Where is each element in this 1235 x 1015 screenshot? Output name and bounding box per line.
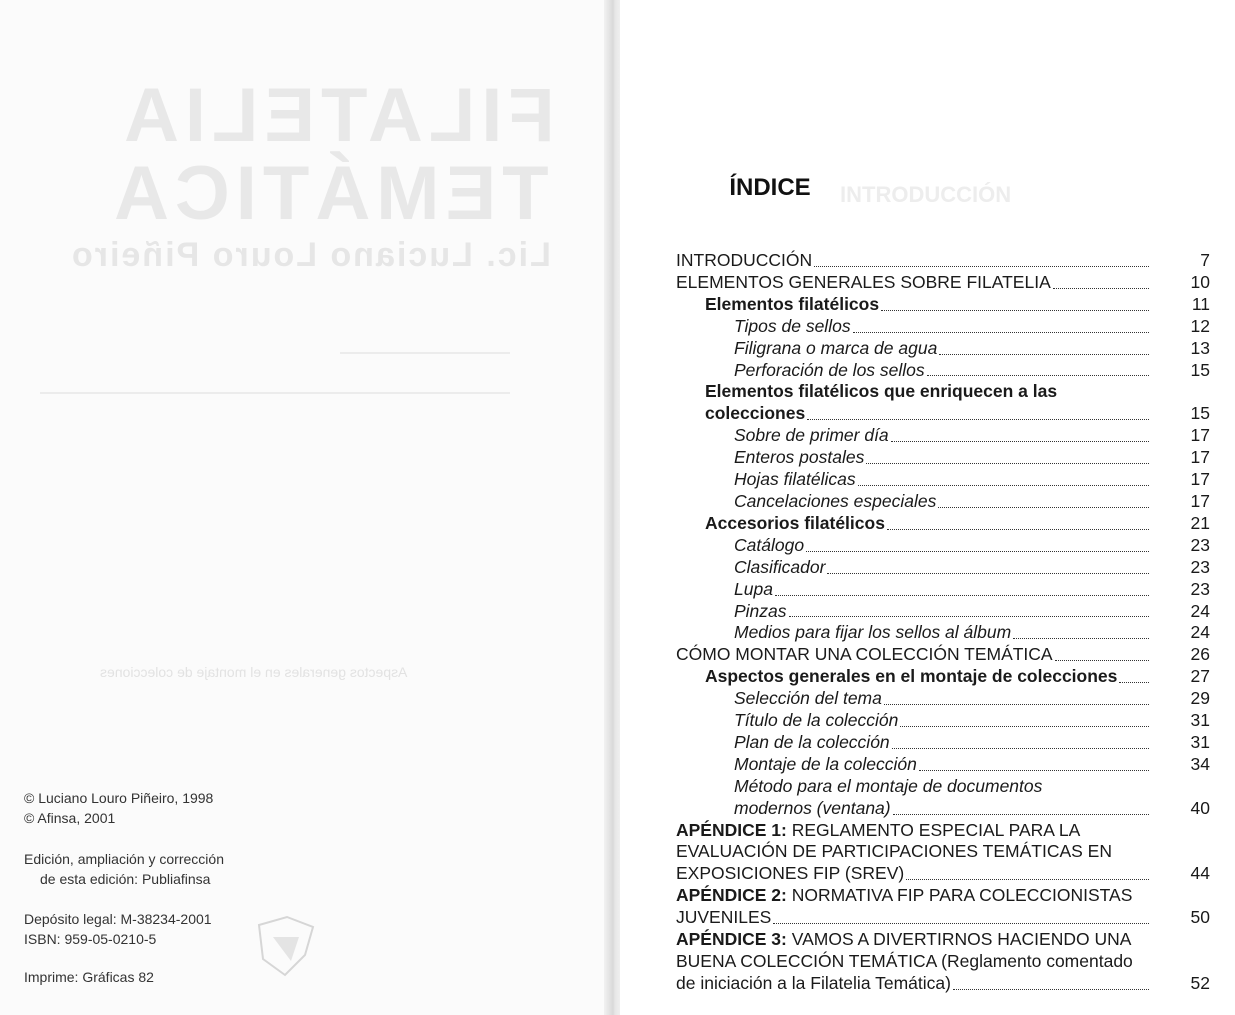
toc-entry: Catálogo 23 xyxy=(734,534,1210,555)
copyright-publisher: © Afinsa, 2001 xyxy=(24,810,116,826)
copyright-author: © Luciano Louro Piñeiro, 1998 xyxy=(24,790,214,806)
table-of-contents xyxy=(676,250,1210,995)
toc-entry: JUVENILES 50 xyxy=(676,907,1210,928)
toc-entry: Clasificador 23 xyxy=(734,556,1210,577)
copyright-block xyxy=(24,788,213,828)
toc-entry-line: Método para el montaje de documentos xyxy=(734,775,1043,796)
toc-entry: Título de la colección 31 xyxy=(734,710,1210,731)
left-page xyxy=(0,0,610,1015)
toc-entry: Tipos de sellos 12 xyxy=(734,315,1210,336)
toc-entry: Filigrana o marca de agua 13 xyxy=(734,337,1210,358)
ghost-title-line2: TEMÁTICA xyxy=(108,151,549,236)
toc-entry: Elementos filatélicos 11 xyxy=(705,293,1210,314)
toc-entry: Perforación de los sellos 15 xyxy=(734,359,1210,380)
toc-entry: Lupa 23 xyxy=(734,578,1210,599)
edition-line1: Edición, ampliación y corrección xyxy=(24,851,224,867)
toc-entry-line: Elementos filatélicos que enriquecen a las xyxy=(705,381,1058,402)
toc-entry-line: APÉNDICE 1: REGLAMENTO ESPECIAL PARA LA xyxy=(676,819,1081,840)
toc-entry-line: APÉNDICE 3: VAMOS A DIVERTIRNOS HACIENDO UNA xyxy=(676,929,1132,950)
toc-entry: modernos (ventana) 40 xyxy=(734,797,1210,818)
toc-entry: Medios para fijar los sellos al álbum 24 xyxy=(734,622,1210,643)
edition-line2: de esta edición: Publiafinsa xyxy=(40,871,211,887)
toc-entry: EXPOSICIONES FIP (SREV) 44 xyxy=(676,863,1210,884)
toc-entry: Hojas filatélicas 17 xyxy=(734,469,1210,490)
toc-entry: Pinzas 24 xyxy=(734,600,1210,621)
printer-line: Imprime: Gráficas 82 xyxy=(24,969,154,985)
ghost-title-line1: FILATELIA xyxy=(118,73,555,158)
edition-block xyxy=(24,849,224,889)
toc-entry: ELEMENTOS GENERALES SOBRE FILATELIA 10 xyxy=(676,271,1210,292)
ghost-rule xyxy=(340,352,510,354)
toc-entry: Sobre de primer día 17 xyxy=(734,425,1210,446)
toc-entry: Cancelaciones especiales 17 xyxy=(734,490,1210,511)
toc-entry: INTRODUCCIÓN 7 xyxy=(676,250,1210,270)
toc-entry: Enteros postales 17 xyxy=(734,447,1210,468)
publisher-logo-icon xyxy=(255,915,317,977)
toc-entry: Plan de la colección 31 xyxy=(734,731,1210,752)
toc-entry: Selección del tema 29 xyxy=(734,688,1210,709)
ghost-author: Lic. Luciano Louro Piñeiro xyxy=(70,236,551,274)
isbn: ISBN: 959-05-0210-5 xyxy=(24,931,157,947)
toc-entry-line: EVALUACIÓN DE PARTICIPACIONES TEMÁTICAS EN xyxy=(676,841,1112,862)
ghost-heading: INTRODUCCIÓN xyxy=(840,182,1012,207)
legal-block xyxy=(24,909,212,949)
legal-deposit: Depósito legal: M-38234-2001 xyxy=(24,911,212,927)
toc-entry: Montaje de la colección 34 xyxy=(734,753,1210,774)
toc-entry-line: BUENA COLECCIÓN TEMÁTICA (Reglamento comentado xyxy=(676,951,1133,971)
toc-entry: de iniciación a la Filatelia Temática) 52 xyxy=(676,972,1210,993)
ghost-caption: Aspectos generales en el montaje de colecciones xyxy=(100,664,408,680)
toc-entry: Accesorios filatélicos 21 xyxy=(705,512,1210,533)
toc-entry-line: APÉNDICE 2: NORMATIVA FIP PARA COLECCIONISTAS xyxy=(676,885,1133,906)
toc-entry: CÓMO MONTAR UNA COLECCIÓN TEMÁTICA 26 xyxy=(676,644,1210,665)
toc-entry: Aspectos generales en el montaje de colecciones 27 xyxy=(705,666,1210,687)
ghost-rule xyxy=(40,392,510,394)
toc-entry: colecciones 15 xyxy=(705,403,1210,424)
toc-heading: ÍNDICE xyxy=(729,174,811,201)
